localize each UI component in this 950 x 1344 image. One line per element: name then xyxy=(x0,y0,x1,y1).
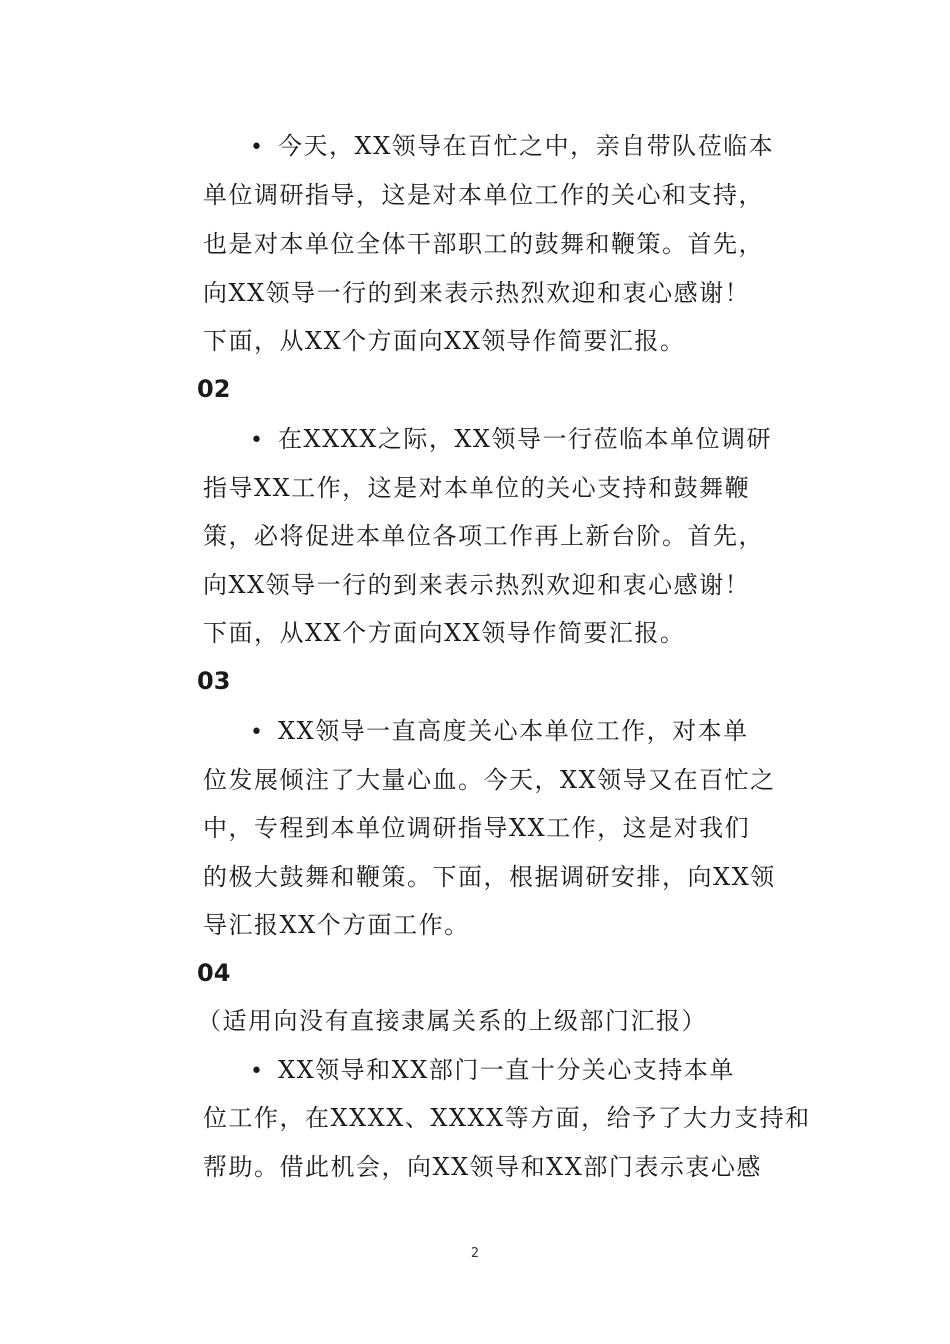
paragraph-line: • XX领导一直高度关心本单位工作，对本单 xyxy=(250,716,810,748)
section-heading: 03 xyxy=(197,667,231,695)
page-number: 2 xyxy=(470,1246,480,1261)
paragraph-line: 位工作，在XXXX、XXXX等方面，给予了大力支持和 xyxy=(203,1104,811,1132)
paragraph-line: 单位调研指导，这是对本单位工作的关心和支持， xyxy=(203,181,764,209)
paragraph-line: 中，专程到本单位调研指导XX工作，这是对我们 xyxy=(203,814,751,842)
paragraph-line: 导汇报XX个方面工作。 xyxy=(203,911,470,939)
paragraph-line: • 今天，XX领导在百忙之中，亲自带队莅临本 xyxy=(250,131,810,163)
bullet: • xyxy=(250,135,265,160)
paragraph-line: 也是对本单位全体干部职工的鼓舞和鞭策。首先， xyxy=(203,230,764,258)
paragraph-line: 下面，从XX个方面向XX领导作简要汇报。 xyxy=(203,327,686,355)
paragraph-line: 的极大鼓舞和鞭策。下面，根据调研安排，向XX领 xyxy=(203,863,776,891)
paragraph-line: • 在XXXX之际，XX领导一行莅临本单位调研 xyxy=(250,424,810,456)
bullet: • xyxy=(250,720,265,745)
paragraph-line: 位发展倾注了大量心血。今天，XX领导又在百忙之 xyxy=(203,766,776,794)
paragraph-line: 指导XX工作，这是对本单位的关心支持和鼓舞鞭 xyxy=(203,474,751,502)
bullet: • xyxy=(250,1059,265,1084)
paragraph-line: 策，必将促进本单位各项工作再上新台阶。首先， xyxy=(203,522,764,550)
section-heading: 02 xyxy=(197,375,231,403)
section-note: （适用向没有直接隶属关系的上级部门汇报） xyxy=(197,1007,707,1035)
paragraph-line: • XX领导和XX部门一直十分关心支持本单 xyxy=(250,1055,810,1087)
paragraph-line: 下面，从XX个方面向XX领导作简要汇报。 xyxy=(203,619,686,647)
paragraph-line: 帮助。借此机会，向XX领导和XX部门表示衷心感 xyxy=(203,1153,762,1181)
paragraph-line: 向XX领导一行的到来表示热烈欢迎和衷心感谢！ xyxy=(203,571,751,599)
bullet: • xyxy=(250,428,265,453)
section-heading: 04 xyxy=(197,959,231,987)
paragraph-line: 向XX领导一行的到来表示热烈欢迎和衷心感谢！ xyxy=(203,279,751,307)
